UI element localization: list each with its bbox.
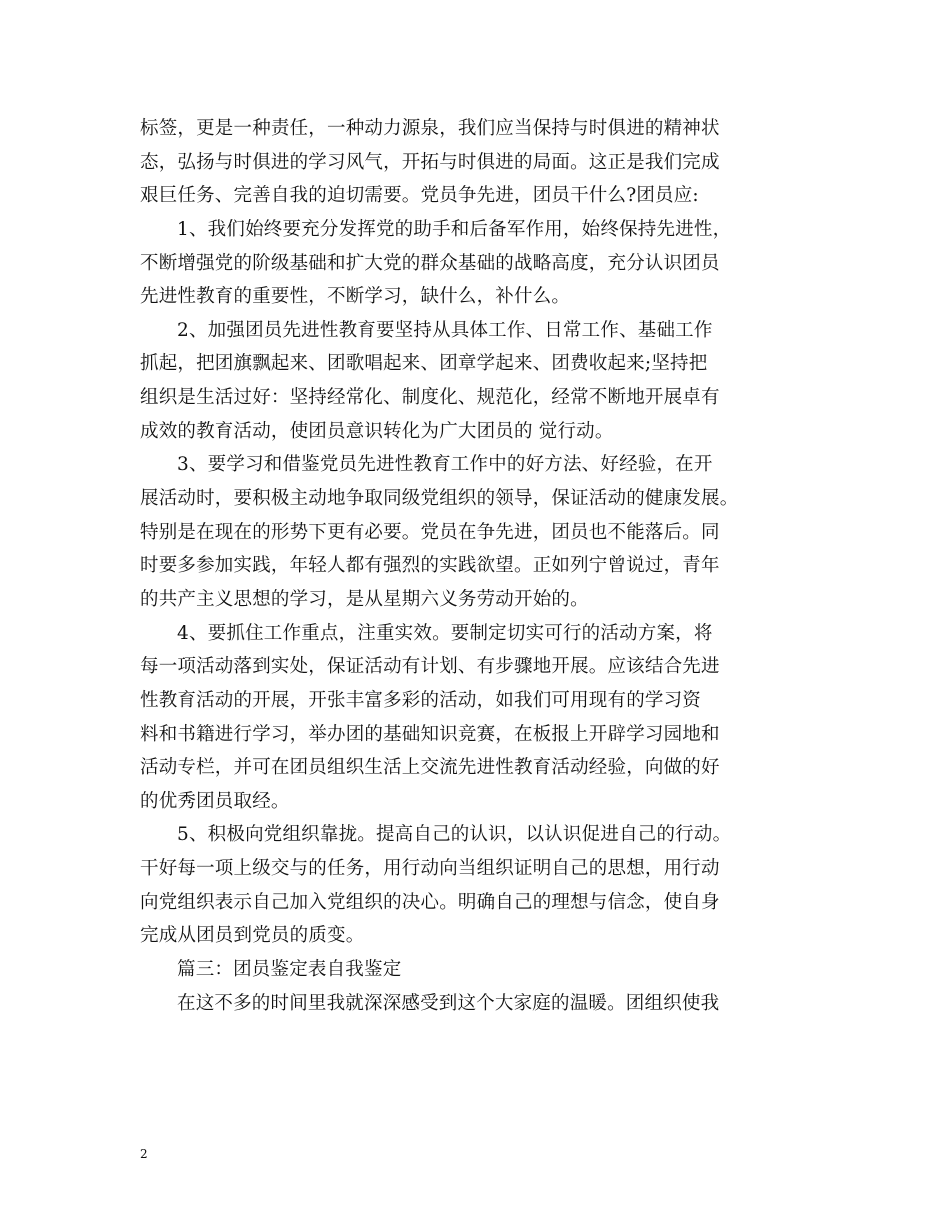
text-line: 时要多参加实践，年轻人都有强烈的实践欲望。正如列宁曾说过，青年 <box>140 555 720 577</box>
text-line: 向党组织表示自己加入党组织的决心。明确自己的理想与信念，使自身 <box>140 891 720 913</box>
text-line: 在这不多的时间里我就深深感受到这个大家庭的温暖。团组织使我 <box>177 992 720 1014</box>
text-line: 成效的教育活动，使团员意识转化为广大团员的 觉行动。 <box>140 420 614 442</box>
text-line: 态，弘扬与时俱进的学习风气，开拓与时俱进的局面。这正是我们完成 <box>140 151 720 173</box>
text-line: 干好每一项上级交与的任务，用行动向当组织证明自己的思想，用行动 <box>140 858 720 880</box>
text-line: 组织是生活过好：坚持经常化、制度化、规范化，经常不断地开展卓有 <box>140 387 720 409</box>
page-number: 2 <box>140 1147 148 1161</box>
text-line: 艰巨任务、完善自我的迫切需要。党员争先进，团员干什么?团员应: <box>140 185 699 207</box>
text-line: 抓起，把团旗飘起来、团歌唱起来、团章学起来、团费收起来;坚持把 <box>140 353 708 375</box>
text-line: 特别是在现在的形势下更有必要。党员在争先进，团员也不能落后。同 <box>140 521 720 543</box>
text-line: 性教育活动的开展，开张丰富多彩的活动，如我们可用现有的学习资 <box>140 689 702 711</box>
text-line: 展活动时，要积极主动地争取同级党组织的领导，保证活动的健康发展。 <box>140 488 739 510</box>
text-line: 每一项活动落到实处，保证活动有计划、有步骤地开展。应该结合先进 <box>140 656 720 678</box>
document-body <box>140 112 822 1020</box>
text-line: 的共产主义思想的学习，是从星期六义务劳动开始的。 <box>140 588 589 610</box>
text-line: 标签，更是一种责任，一种动力源泉，我们应当保持与时俱进的精神状 <box>140 118 720 139</box>
text-line: 不断增强党的阶级基础和扩大党的群众基础的战略高度，充分认识团员 <box>140 252 720 274</box>
text-line: 料和书籍进行学习，举办团的基础知识竞赛，在板报上开辟学习园地和 <box>140 723 720 745</box>
text-line: 篇三：团员鉴定表自我鉴定 <box>177 959 402 981</box>
text-line: 4、要抓住工作重点，注重实效。要制定切实可行的活动方案，将 <box>177 622 713 644</box>
text-line: 活动专栏，并可在团员组织生活上交流先进性教育活动经验，向做的好 <box>140 757 720 779</box>
text-line: 的优秀团员取经。 <box>140 790 290 812</box>
text-line: 1、我们始终要充分发挥党的助手和后备军作用，始终保持先进性， <box>177 218 732 240</box>
text-line: 5、积极向党组织靠拢。提高自己的认识，以认识促进自己的行动。 <box>177 824 732 846</box>
text-line: 2、加强团员先进性教育要坚持从具体工作、日常工作、基础工作 <box>177 319 713 341</box>
text-line: 3、要学习和借鉴党员先进性教育工作中的好方法、好经验，在开 <box>177 454 713 476</box>
text-line: 完成从团员到党员的质变。 <box>140 925 365 947</box>
text-line: 先进性教育的重要性，不断学习，缺什么，补什么。 <box>140 286 571 308</box>
